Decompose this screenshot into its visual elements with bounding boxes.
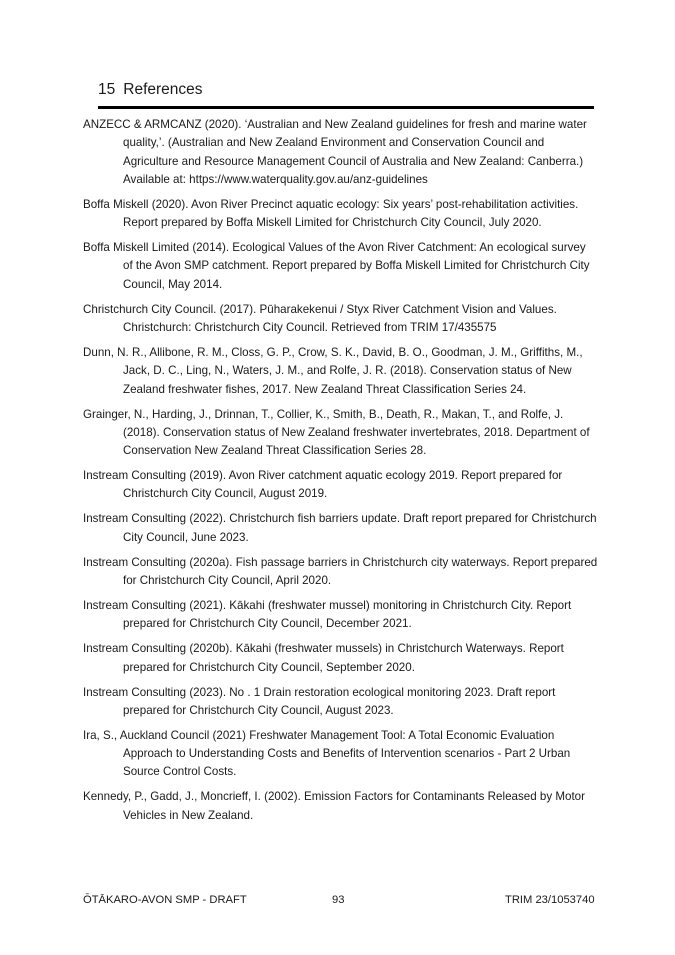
reference-list	[83, 116, 598, 832]
reference-item: Dunn, N. R., Allibone, R. M., Closs, G. P., Crow, S. K., David, B. O., Goodman, J. M., Griffiths, M., Jack, D. C., Ling, N., Waters, J. M., and Rolfe, J. R. (2018). Conservation status of New Zealand freshwater fishes, 2017. New Zealand Threat Classification Series 24.	[83, 346, 583, 396]
footer-page-number: 93	[332, 894, 345, 906]
heading-rule	[98, 106, 594, 109]
reference-item: Kennedy, P., Gadd, J., Moncrieff, I. (2002). Emission Factors for Contaminants Released by Motor Vehicles in New Zealand.	[83, 790, 585, 822]
reference-item: Christchurch City Council. (2017). Pūharakekenui / Styx River Catchment Vision and Values. Christchurch: Christchurch City Council. Retrieved from TRIM 17/435575	[83, 302, 557, 335]
reference-item: Instream Consulting (2019). Avon River catchment aquatic ecology 2019. Report prepared for Christchurch City Council, August 2019.	[83, 469, 563, 501]
section-title: References	[123, 81, 203, 98]
section-heading	[98, 81, 203, 99]
reference-item: ANZECC & ARMCANZ (2020). ‘Australian and New Zealand guidelines for fresh and marine water quality,’. (Australian and New Zealand Environment and Conservation Council and Agriculture and Resource Management Council of Australia and New Zealand: Canberra.) Available at: https://www.waterquality.gov.au/anz-guidelines	[83, 118, 587, 186]
reference-item: Grainger, N., Harding, J., Drinnan, T., Collier, K., Smith, B., Death, R., Makan, T., and Rolfe, J. (2018). Conservation status of New Zealand freshwater invertebrates, 2018. Department of Conservation New Zealand Threat Classification Series 28.	[83, 407, 590, 458]
reference-item: Instream Consulting (2021). Kākahi (freshwater mussel) monitoring in Christchurch City. Report prepared for Christchurch City Council, December 2021.	[83, 599, 572, 631]
footer-document-title: ŌTĀKARO-AVON SMP - DRAFT	[83, 894, 247, 906]
reference-item: Boffa Miskell Limited (2014). Ecological Values of the Avon River Catchment: An ecological survey of the Avon SMP catchment. Report prepared by Boffa Miskell Limited for Christchurch City Council, May 2014.	[83, 241, 590, 291]
reference-item: Instream Consulting (2020a). Fish passage barriers in Christchurch city waterways. Report prepared for Christchurch City Council, April 2020.	[83, 555, 598, 588]
reference-item: Instream Consulting (2022). Christchurch fish barriers update. Draft report prepared for Christchurch City Council, June 2023.	[83, 512, 597, 544]
reference-item: Ira, S., Auckland Council (2021) Freshwater Management Tool: A Total Economic Evaluation Approach to Understanding Costs and Benefits of Intervention scenarios - Part 2 Urban Source Control Costs.	[83, 728, 571, 779]
section-number: 15	[98, 81, 116, 98]
reference-item: Boffa Miskell (2020). Avon River Precinct aquatic ecology: Six years’ post-rehabilitation activities. Report prepared by Boffa Miskell Limited for Christchurch City Council, July 2020.	[83, 197, 579, 230]
footer-trim-reference: TRIM 23/1053740	[505, 894, 595, 906]
reference-item: Instream Consulting (2023). No . 1 Drain restoration ecological monitoring 2023. Draft report prepared for Christchurch City Council, August 2023.	[83, 685, 556, 717]
reference-item: Instream Consulting (2020b). Kākahi (freshwater mussels) in Christchurch Waterways. Report prepared for Christchurch City Council, September 2020.	[83, 642, 564, 674]
